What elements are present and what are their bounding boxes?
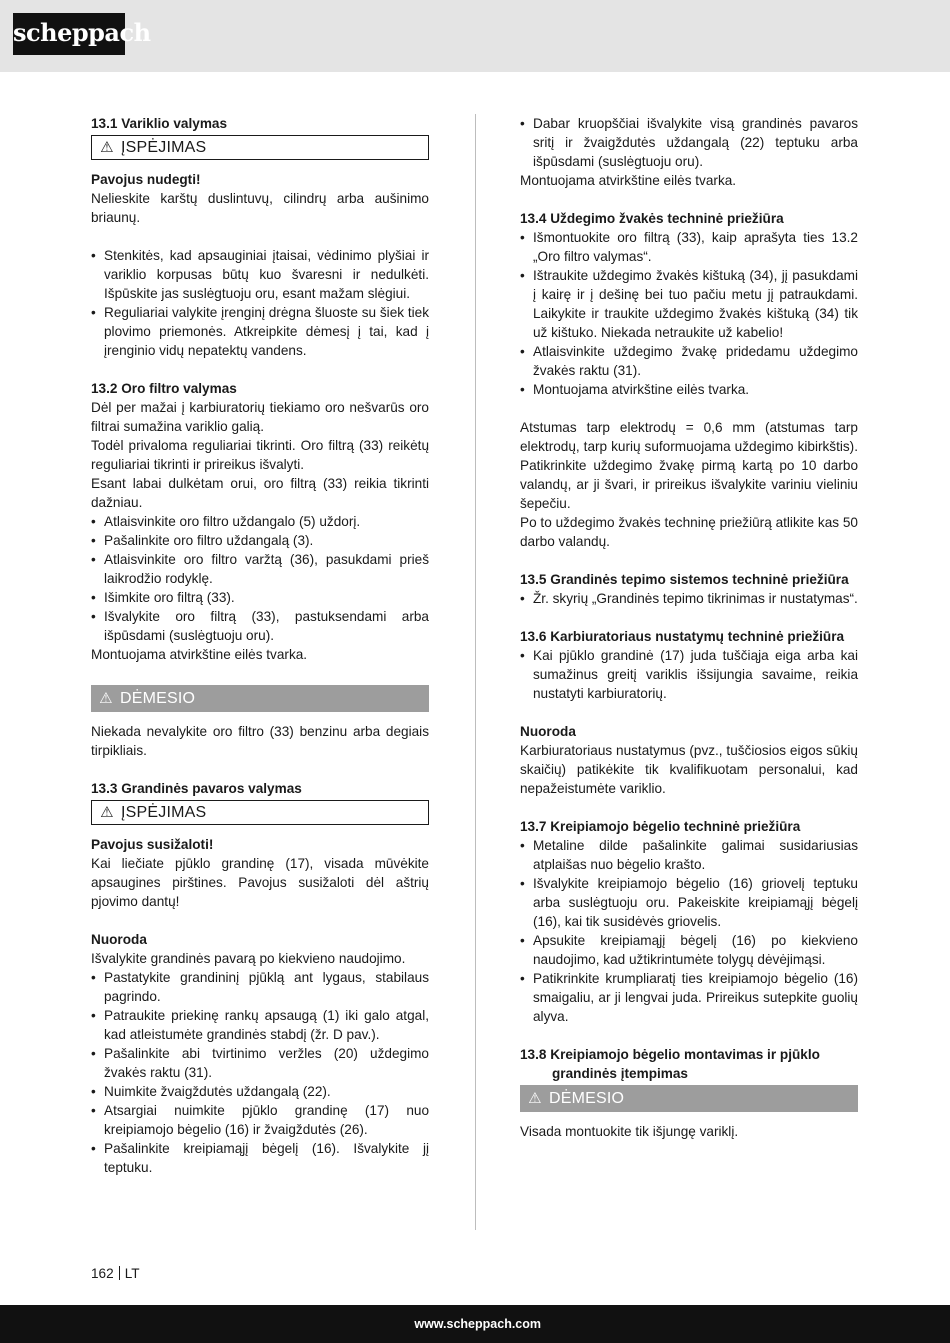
column-divider bbox=[475, 114, 476, 1230]
paragraph: Montuojama atvirkštine eilės tvarka. bbox=[520, 173, 737, 188]
list-item: • Reguliariai valykite įrenginį drėgna šluoste su šiek tiek plovimo priemonės. Atkreipkite dėmesį į tai, kad į įrenginio vidų nepatektų vandens. bbox=[91, 303, 429, 360]
attention-label: DĖMESIO bbox=[120, 690, 196, 707]
paragraph: Po to uždegimo žvakės techninę priežiūrą atlikite kas 50 darbo valandų. bbox=[520, 515, 858, 549]
footer-bar bbox=[0, 1305, 950, 1343]
list-item: • Montuojama atvirkštine eilės tvarka. bbox=[520, 380, 858, 399]
list-item: • Patikrinkite krumpliaratį ties kreipiamojo bėgelio (16) smaigaliu, ar ji lengvai juda. Prireikus sutepkite guolių alyva. bbox=[520, 969, 858, 1026]
danger-text: Kai liečiate pjūklo grandinę (17), visada mūvėkite apsaugines pirštines. Pavojus susižaloti dėl aštrių pjovimo dantų! bbox=[91, 856, 429, 909]
warning-box bbox=[91, 800, 429, 825]
right-column bbox=[520, 114, 858, 1141]
page-number bbox=[91, 1266, 140, 1281]
list-item: • Išvalykite kreipiamojo bėgelio (16) griovelį teptuku arba suslėgtuoju oru. Pakeiskite kreipiamąjį bėgelį (16), kai tik susidėvės griovelis. bbox=[520, 874, 858, 931]
warning-triangle-icon: ⚠ bbox=[99, 690, 113, 707]
page-separator bbox=[119, 1266, 120, 1280]
note-title: Nuoroda bbox=[91, 932, 147, 947]
list-item: • Pašalinkite abi tvirtinimo veržles (20) uždegimo žvakės raktu (31). bbox=[91, 1044, 429, 1082]
warning-triangle-icon: ⚠ bbox=[528, 1090, 542, 1107]
list-item: • Išimkite oro filtrą (33). bbox=[91, 588, 429, 607]
section-number: 13.5 bbox=[520, 572, 547, 587]
warning-triangle-icon: ⚠ bbox=[100, 804, 114, 821]
list-item: • Metaline dilde pašalinkite galimai susidariusias atplaišas nuo bėgelio krašto. bbox=[520, 836, 858, 874]
header-bar bbox=[0, 0, 950, 72]
danger-title: Pavojus nudegti! bbox=[91, 172, 201, 187]
list-item: • Atsargiai nuimkite pjūklo grandinę (17) nuo kreipiamojo bėgelio (16) ir žvaigždutės (26). bbox=[91, 1101, 429, 1139]
section-13-1-heading: 13.1 Variklio valymas bbox=[91, 116, 228, 131]
paragraph: Atstumas tarp elektrodų = 0,6 mm (atstumas tarp elektrodų, tarp kurių suformuojama uždegimo kibirkštis). Patikrinkite uždegimo žvakę pirmą kartą po 10 darbo valandų, ar ji švari, ir prireikus išvalykite variniu vieliniu šepečiu. bbox=[520, 420, 858, 511]
list-item: • Išvalykite oro filtrą (33), pastuksendami arba išpūsdami (suslėgtuoju oru). bbox=[91, 607, 429, 645]
list-item: • Pašalinkite kreipiamąjį bėgelį (16). Išvalykite jį teptuku. bbox=[91, 1139, 429, 1177]
list-item: • Pastatykite grandininį pjūklą ant lygaus, stabilaus pagrindo. bbox=[91, 968, 429, 1006]
attention-text: Niekada nevalykite oro filtro (33) benzinu arba degiais tirpikliais. bbox=[91, 724, 429, 758]
warning-label: ĮSPĖJIMAS bbox=[121, 139, 207, 156]
list-item: • Atlaisvinkite oro filtro uždangalo (5) uždorį. bbox=[91, 512, 429, 531]
page-number-value: 162 bbox=[91, 1266, 114, 1281]
danger-text: Nelieskite karštų duslintuvų, cilindrų arba aušinimo briaunų. bbox=[91, 191, 429, 225]
list-item: • Išmontuokite oro filtrą (33), kaip aprašyta ties 13.2 „Oro filtro valymas“. bbox=[520, 228, 858, 266]
section-13-8-heading bbox=[520, 1045, 858, 1083]
warning-triangle-icon: ⚠ bbox=[100, 139, 114, 156]
attention-box bbox=[91, 685, 429, 712]
section-number: 13.8 bbox=[520, 1047, 547, 1062]
list-item: • Atlaisvinkite oro filtro varžtą (36), pasukdami prieš laikrodžio rodyklę. bbox=[91, 550, 429, 588]
section-13-5-heading bbox=[520, 570, 858, 589]
section-13-6-heading: 13.6 Karbiuratoriaus nustatymų techninė priežiūra bbox=[520, 629, 845, 644]
paragraph: Todėl privaloma reguliariai tikrinti. Oro filtrą (33) reikėtų reguliariai tikrinti ir prireikus išvalyti. bbox=[91, 438, 429, 472]
list-item: • Apsukite kreipiamąjį bėgelį (16) po kiekvieno naudojimo, kad užtikrintumėte tolygų dėvėjimąsi. bbox=[520, 931, 858, 969]
brand-logo: scheppach bbox=[13, 13, 125, 55]
list-item: • Žr. skyrių „Grandinės tepimo tikrinimas ir nustatymas“. bbox=[520, 589, 858, 608]
attention-text: Visada montuokite tik išjungę variklį. bbox=[520, 1124, 739, 1139]
attention-box bbox=[520, 1085, 858, 1112]
list-item: • Patraukite priekinę rankų apsaugą (1) iki galo atgal, kad atleistumėte grandinės stabdį (žr. D pav.). bbox=[91, 1006, 429, 1044]
warning-box bbox=[91, 135, 429, 160]
paragraph: Esant labai dulkėtam orui, oro filtrą (33) reikia tikrinti dažniau. bbox=[91, 476, 429, 510]
list-item: • Atlaisvinkite uždegimo žvakę pridedamu uždegimo žvakės raktu (31). bbox=[520, 342, 858, 380]
left-column bbox=[91, 114, 429, 1177]
section-13-3-heading: 13.3 Grandinės pavaros valymas bbox=[91, 781, 302, 796]
list-item: • Ištraukite uždegimo žvakės kištuką (34), jį pasukdami į kairę ir į dešinę bei tuo pačiu metu jį patraukdami. Laikykite ir traukite uždegimo žvakės kištuką (34) tik už kištuko. Niekada netraukite už kabelio! bbox=[520, 266, 858, 342]
section-13-2-heading: 13.2 Oro filtro valymas bbox=[91, 381, 237, 396]
section-title: Grandinės tepimo sistemos techninė priežiūra bbox=[550, 572, 849, 587]
paragraph: Dėl per mažai į karbiuratorių tiekiamo oro nešvarūs oro filtrai sumažina variklio galią. bbox=[91, 400, 429, 434]
list-item: • Kai pjūklo grandinė (17) juda tuščiąja eiga arba kai sumažinus greitį variklis išsijungia savaime, reikia nustatyti karbiuratorių. bbox=[520, 646, 858, 703]
list-item: • Dabar kruopščiai išvalykite visą grandinės pavaros sritį ir žvaigždutės uždangalą (22) teptuku arba išpūsdami (suslėgtuoju oru). bbox=[520, 114, 858, 171]
danger-title: Pavojus susižaloti! bbox=[91, 837, 214, 852]
note-text: Išvalykite grandinės pavarą po kiekvieno naudojimo. bbox=[91, 951, 406, 966]
note-title: Nuoroda bbox=[520, 724, 576, 739]
section-13-7-heading: 13.7 Kreipiamojo bėgelio techninė priežiūra bbox=[520, 819, 801, 834]
language-code: LT bbox=[124, 1266, 140, 1281]
paragraph: Montuojama atvirkštine eilės tvarka. bbox=[91, 647, 308, 662]
list-item: • Nuimkite žvaigždutės uždangalą (22). bbox=[91, 1082, 429, 1101]
website-link[interactable]: www.scheppach.com bbox=[414, 1317, 541, 1331]
list-item: • Stenkitės, kad apsauginiai įtaisai, vėdinimo plyšiai ir variklio korpusas būtų kuo švaresni ir nedulkėti. Išpūskite jas suslėgtuoju oru, esant mažam slėgiui. bbox=[91, 246, 429, 303]
list-item: • Pašalinkite oro filtro uždangalą (3). bbox=[91, 531, 429, 550]
section-13-4-heading: 13.4 Uždegimo žvakės techninė priežiūra bbox=[520, 211, 784, 226]
attention-label: DĖMESIO bbox=[549, 1090, 625, 1107]
section-title: Kreipiamojo bėgelio montavimas ir pjūklo grandinės įtempimas bbox=[550, 1047, 820, 1081]
note-text: Karbiuratoriaus nustatymus (pvz., tuščiosios eigos sūkių skaičių) patikėkite tik kvalifikuotam personalui, kad nepažeistumėte variklio. bbox=[520, 743, 858, 796]
warning-label: ĮSPĖJIMAS bbox=[121, 804, 207, 821]
